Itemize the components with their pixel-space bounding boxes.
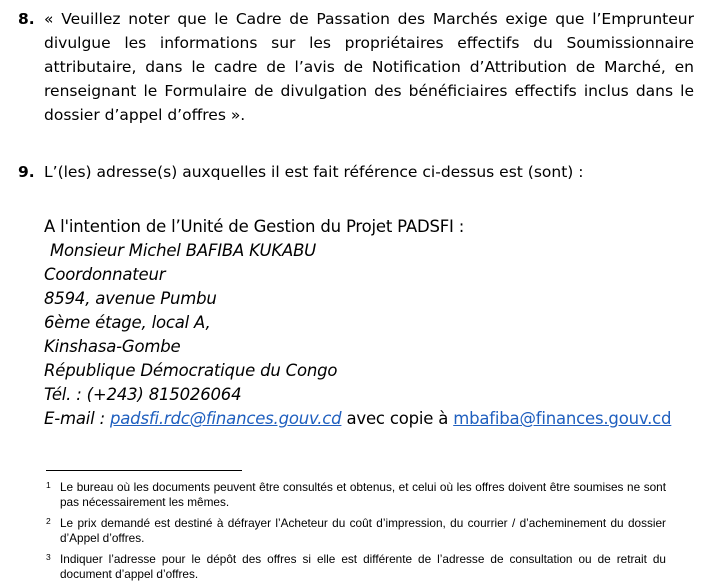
- footnote-2: [46, 516, 666, 546]
- email-primary-link[interactable]: padsfi.rdc@finances.gouv.cd: [109, 409, 342, 428]
- address-block: [44, 215, 684, 431]
- copy-text: avec copie à: [341, 409, 454, 428]
- contact-name: Monsieur Michel BAFIBA KUKABU: [50, 241, 317, 260]
- address-city: Kinshasa-Gombe: [44, 337, 181, 356]
- footnotes: [46, 480, 666, 588]
- email-copy-link[interactable]: mbafiba@finances.gouv.cd: [453, 409, 672, 428]
- email-label: E-mail :: [44, 409, 110, 428]
- address-country: République Démocratique du Congo: [44, 361, 338, 380]
- address-floor: 6ème étage, local A,: [44, 313, 211, 332]
- footnote-text: Le prix demandé est destiné à défrayer l’Acheteur du coût d’impression, du courrier / d’acheminement du dossier d’Appel d’offres.: [60, 516, 666, 545]
- address-street: 8594, avenue Pumbu: [44, 289, 217, 308]
- address-intro: A l'intention de l’Unité de Gestion du Projet PADSFI :: [44, 217, 465, 236]
- footnote-mark: 1: [46, 480, 51, 490]
- footnote-text: Indiquer l’adresse pour le dépôt des offres si elle est différente de l’adresse de consultation ou de retrait du document d’appel d’offres.: [60, 552, 666, 581]
- clause-number: 9.: [18, 163, 35, 181]
- clause-text: « Veuillez noter que le Cadre de Passation des Marchés exige que l’Emprunteur divulgue les informations sur les propriétaires effectifs du Soumissionnaire attributaire, dans le cadre de l’avis de Notification d’Attribution de Marché, en renseignant le Formulaire de divulgation des bénéficiaires effectifs inclus dans le dossier d’appel d’offres ».: [44, 10, 694, 124]
- footnote-3: [46, 552, 666, 582]
- footnote-1: [46, 480, 666, 510]
- contact-phone: Tél. : (+243) 815026064: [44, 385, 242, 404]
- clause-8: [18, 7, 694, 127]
- clause-number: 8.: [18, 10, 35, 28]
- footnote-separator: [46, 470, 242, 471]
- clause-text: L’(les) adresse(s) auxquelles il est fait référence ci-dessus est (sont) :: [44, 163, 584, 181]
- contact-role: Coordonnateur: [44, 265, 166, 284]
- clause-9: [18, 160, 694, 184]
- footnote-mark: 3: [46, 552, 51, 562]
- contact-email-line: [44, 407, 684, 431]
- footnote-mark: 2: [46, 516, 51, 526]
- footnote-text: Le bureau où les documents peuvent être consultés et obtenus, et celui où les offres doivent être soumises ne sont pas nécessairement les mêmes.: [60, 480, 666, 509]
